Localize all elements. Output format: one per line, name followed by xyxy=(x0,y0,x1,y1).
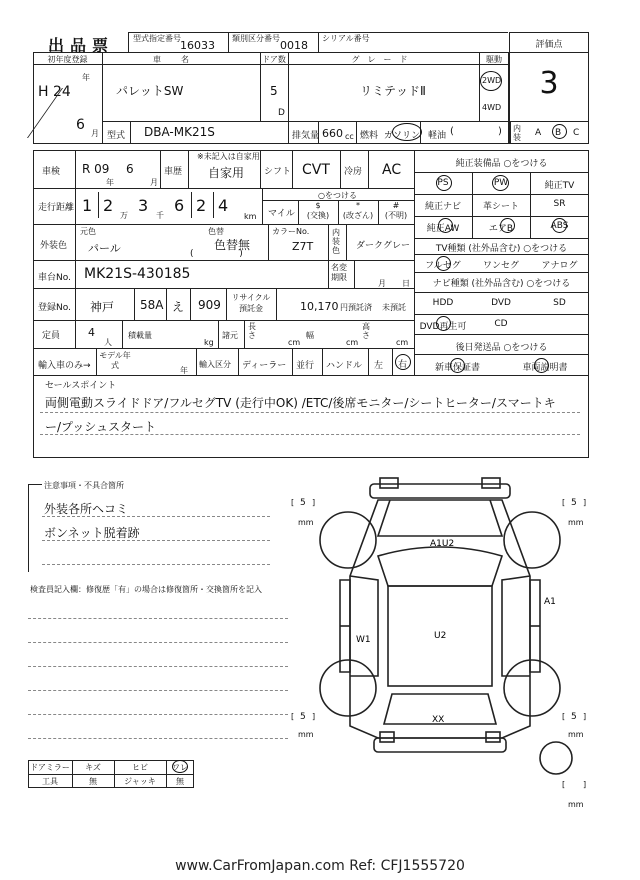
car-name-label: 車名 xyxy=(153,55,209,64)
inspection-month: 6 xyxy=(126,162,134,176)
navi-dvd-play: DVD再生可 xyxy=(419,322,467,332)
mileage-digit-6: 4 xyxy=(218,196,229,215)
equip-aw-circle xyxy=(438,218,453,233)
equip-aw: 純正AW xyxy=(426,224,460,234)
modified-label: * (改ざん) xyxy=(342,201,374,220)
notes-label: 注意事項・不具合箇所 xyxy=(44,481,124,490)
exchange-label: $ (交換) xyxy=(306,201,330,220)
crack-label: ヒビ xyxy=(132,763,148,772)
capacity-unit: 人 xyxy=(104,338,112,347)
repaint-label: 色替 xyxy=(208,227,224,236)
class-no-value: 0018 xyxy=(280,39,308,52)
use-note: ※未記入は自家用 xyxy=(197,152,260,161)
equip-airbag: エアB xyxy=(488,224,514,234)
inspector-label: 検査員記入欄：修復歴「有」の場合は修復箇所・交換箇所を記入 xyxy=(30,585,262,594)
name-change-month: 月 xyxy=(378,279,386,288)
interior-grade-c: C xyxy=(573,128,580,138)
repaint-paren: ( ) xyxy=(190,249,243,259)
mileage-label: 走行距離 xyxy=(38,203,75,213)
equip-abs-circle xyxy=(552,218,567,233)
equip-pw: PW xyxy=(493,178,509,188)
equip-genuine-navi: 純正ナビ xyxy=(424,202,461,212)
model-no-label: 型式指定番号 xyxy=(133,34,181,43)
height-unit: cm xyxy=(396,338,409,347)
navi-cd: CD xyxy=(494,319,508,329)
drive-4wd: 4WD xyxy=(482,103,502,112)
later-manual: 車両説明書 xyxy=(522,363,568,373)
cc-unit: cc xyxy=(345,132,354,141)
first-reg-month: 6 xyxy=(76,117,85,133)
unknown-label: # (不明) xyxy=(384,201,408,220)
break-label: ワレ xyxy=(172,763,188,772)
registration-class: 58A xyxy=(140,298,164,312)
model-no-value: 16033 xyxy=(180,39,215,52)
sales-points-line1: 両側電動スライドドア/フルセグTV (走行中OK) /ETC/後席モニター/シートヒーター/スマートキ xyxy=(45,396,556,410)
navi-hdd: HDD xyxy=(432,298,454,308)
import-year-unit: 年 xyxy=(180,366,188,375)
equip-genuine-tv: 純正TV xyxy=(544,181,575,191)
break-circle xyxy=(172,760,188,773)
color-code-value: Z7T xyxy=(292,240,314,253)
handle-right: 右 xyxy=(398,360,408,370)
score-value: 3 xyxy=(539,66,559,101)
diagram-mark-u2: U2 xyxy=(434,631,447,641)
grade-label: グレード xyxy=(351,55,416,64)
tv-analog: アナログ xyxy=(541,261,578,271)
tv-fullseg-circle xyxy=(436,256,451,271)
shift-label: シフト xyxy=(264,167,292,177)
height-label: 高さ xyxy=(362,322,370,340)
chassis-label: 車台No. xyxy=(38,273,71,283)
displacement-value: 660 xyxy=(322,127,343,140)
navi-dvd-play-circle xyxy=(436,316,451,331)
navi-dvd: DVD xyxy=(491,298,511,308)
genuine-header: 純正装備品 ○をつける xyxy=(455,159,548,169)
scratch-label: キズ xyxy=(85,763,101,772)
navi-header: ナビ種類 (社外品含む) ○をつける xyxy=(432,279,571,289)
equip-abs: ABS xyxy=(550,221,569,231)
import-label: 輸入車のみ→ xyxy=(38,361,91,371)
length-label: 長さ xyxy=(248,322,256,340)
diagram-mark-w1: W1 xyxy=(356,635,371,645)
tire-rl-unit: mm xyxy=(298,730,314,739)
tire-rr-value: 5 xyxy=(571,712,577,722)
month-unit: 月 xyxy=(91,129,99,138)
mileage-digit-5: 2 xyxy=(196,196,207,215)
door-type: D xyxy=(278,108,285,118)
type-label: 型式 xyxy=(107,131,126,141)
repaint-value: 色替無 xyxy=(214,238,251,252)
car-diagram xyxy=(300,476,580,810)
parallel-option: 並行 xyxy=(296,361,315,371)
jack-label: ジャッキ xyxy=(124,777,156,786)
inspection-year-unit: 年 xyxy=(106,178,114,187)
name-change-label: 名変期限 xyxy=(331,263,347,282)
registration-label: 登録No. xyxy=(38,303,71,313)
mileage-digit-1: 1 xyxy=(82,196,93,215)
type-value: DBA-MK21S xyxy=(144,125,215,139)
year-unit: 年 xyxy=(82,73,90,82)
later-manual-circle xyxy=(534,358,549,373)
original-color-label: 元色 xyxy=(80,227,96,236)
tv-fullseg: フルセグ xyxy=(425,261,461,271)
not-deposited: 未預託 xyxy=(382,303,406,312)
sheet-title: 出品票 xyxy=(48,36,115,55)
mileage-digit-3: 3 xyxy=(138,196,149,215)
equip-sr: SR xyxy=(553,199,566,209)
mileage-digit-2: 2 xyxy=(103,196,114,215)
later-warranty-circle xyxy=(450,358,465,373)
grade-value: リミテッドⅡ xyxy=(360,84,426,98)
tire-fl-unit: mm xyxy=(298,518,314,527)
recycle-label: リサイクル預託金 xyxy=(231,293,271,313)
capacity-value: 4 xyxy=(88,326,95,339)
registration-number: 909 xyxy=(198,298,221,312)
mileage-sen: 千 xyxy=(156,211,164,220)
first-reg-label: 初年度登録 xyxy=(47,55,88,64)
tire-fr-value: 5 xyxy=(571,498,577,508)
note-line-1: 外装各所ヘコミ xyxy=(44,502,129,516)
first-reg-year: H 24 xyxy=(38,84,71,100)
width-unit: cm xyxy=(346,338,359,347)
footer-ref: www.CarFromJapan.com Ref: CFJ1555720 xyxy=(175,858,465,874)
shift-value: CVT xyxy=(302,162,330,178)
ac-value: AC xyxy=(382,162,402,178)
handle-left: 左 xyxy=(374,361,384,371)
load-label: 積載量 xyxy=(128,331,152,340)
tire-fl-value: 5 xyxy=(300,498,306,508)
handle-label: ハンドル xyxy=(326,361,363,371)
sales-points-line2: ー/プッシュスタート xyxy=(45,420,156,434)
fuel-value: ガソリン xyxy=(384,131,421,141)
tools-label: 工具 xyxy=(42,777,58,786)
interior-color-label: 内装色 xyxy=(332,228,340,255)
interior-label: 内装 xyxy=(513,124,521,142)
color-code-label: カラーNo. xyxy=(272,227,310,236)
displacement-label: 排気量 xyxy=(292,131,320,141)
import-category-label: 輸入区分 xyxy=(199,360,231,369)
door-label: ドア数 xyxy=(262,55,286,64)
tv-oneseg: ワンセグ xyxy=(482,261,519,271)
mile-label: マイル xyxy=(268,209,295,219)
note-line-2: ボンネット脱着跡 xyxy=(44,526,140,540)
sales-points-box xyxy=(33,376,589,458)
drive-label: 駆動 xyxy=(486,55,502,64)
score-label: 評価点 xyxy=(535,40,563,50)
inspection-era: R 09 xyxy=(82,162,110,176)
interior-grade-b: B xyxy=(555,128,562,138)
mileage-digit-4: 6 xyxy=(174,196,185,215)
tools-value: 無 xyxy=(89,777,97,786)
capacity-label: 定員 xyxy=(42,331,61,341)
tv-header: TV種類 (社外品含む) ○をつける xyxy=(435,244,568,254)
serial-label: シリアル番号 xyxy=(322,34,370,43)
tire-fr-unit: mm xyxy=(568,518,584,527)
interior-color-value: ダークグレー xyxy=(356,241,411,251)
recycle-unit: 円預託済 xyxy=(340,303,372,312)
inspection-label: 車検 xyxy=(42,167,61,177)
diagram-mark-a1u2: A1U2 xyxy=(430,539,455,549)
tire-rr-unit: mm xyxy=(568,730,584,739)
jack-value: 無 xyxy=(176,777,184,786)
drive-2wd: 2WD xyxy=(482,76,502,85)
chassis-value: MK21S-430185 xyxy=(84,266,191,282)
mileage-circle-note: ○をつける xyxy=(318,191,357,200)
dims-label: 諸元 xyxy=(222,331,238,340)
later-header: 後日発送品 ○をつける xyxy=(455,343,548,353)
registration-kana: え xyxy=(172,300,185,314)
equip-airbag-circle xyxy=(500,218,515,233)
diagram-mark-xx: XX xyxy=(432,715,445,725)
fuel-label: 燃料 xyxy=(360,131,379,141)
doors-value: 5 xyxy=(270,84,278,98)
model-year-label: モデル年式 xyxy=(99,351,131,370)
equip-ps-circle xyxy=(436,175,452,191)
recycle-value: 10,170 xyxy=(300,300,339,313)
class-no-label: 類別区分番号 xyxy=(232,34,280,43)
diesel-label: 軽油 xyxy=(428,131,447,141)
tire-rl-value: 5 xyxy=(300,712,306,722)
load-unit: kg xyxy=(204,338,214,347)
exterior-color-label: 外装色 xyxy=(40,241,68,251)
interior-grade-a: A xyxy=(535,128,542,138)
ac-label: 冷房 xyxy=(344,167,363,177)
use-value: 自家用 xyxy=(208,166,245,180)
registration-area: 神戸 xyxy=(90,300,115,314)
later-warranty: 新車保証書 xyxy=(434,363,480,373)
sales-points-label: セールスポイント xyxy=(45,381,117,391)
spare-tire-unit: mm xyxy=(568,800,584,809)
length-unit: cm xyxy=(288,338,301,347)
inspection-month-unit: 月 xyxy=(150,178,158,187)
door-mirror-label: ドアミラー xyxy=(30,763,70,772)
mileage-km: km xyxy=(244,212,257,221)
dealer-option: ディーラー xyxy=(242,361,287,371)
equip-leather: 革シート xyxy=(482,202,519,212)
equip-ps: PS xyxy=(437,178,449,188)
car-name-value: パレットSW xyxy=(116,84,184,98)
mileage-man: 万 xyxy=(120,211,128,220)
diagram-mark-a1: A1 xyxy=(544,597,556,607)
navi-sd: SD xyxy=(553,298,566,308)
original-color-value: パール xyxy=(88,242,121,255)
name-change-day: 日 xyxy=(402,279,410,288)
equip-pw-circle xyxy=(492,175,509,191)
width-label: 幅 xyxy=(306,331,314,340)
use-label: 車歴 xyxy=(164,167,183,177)
